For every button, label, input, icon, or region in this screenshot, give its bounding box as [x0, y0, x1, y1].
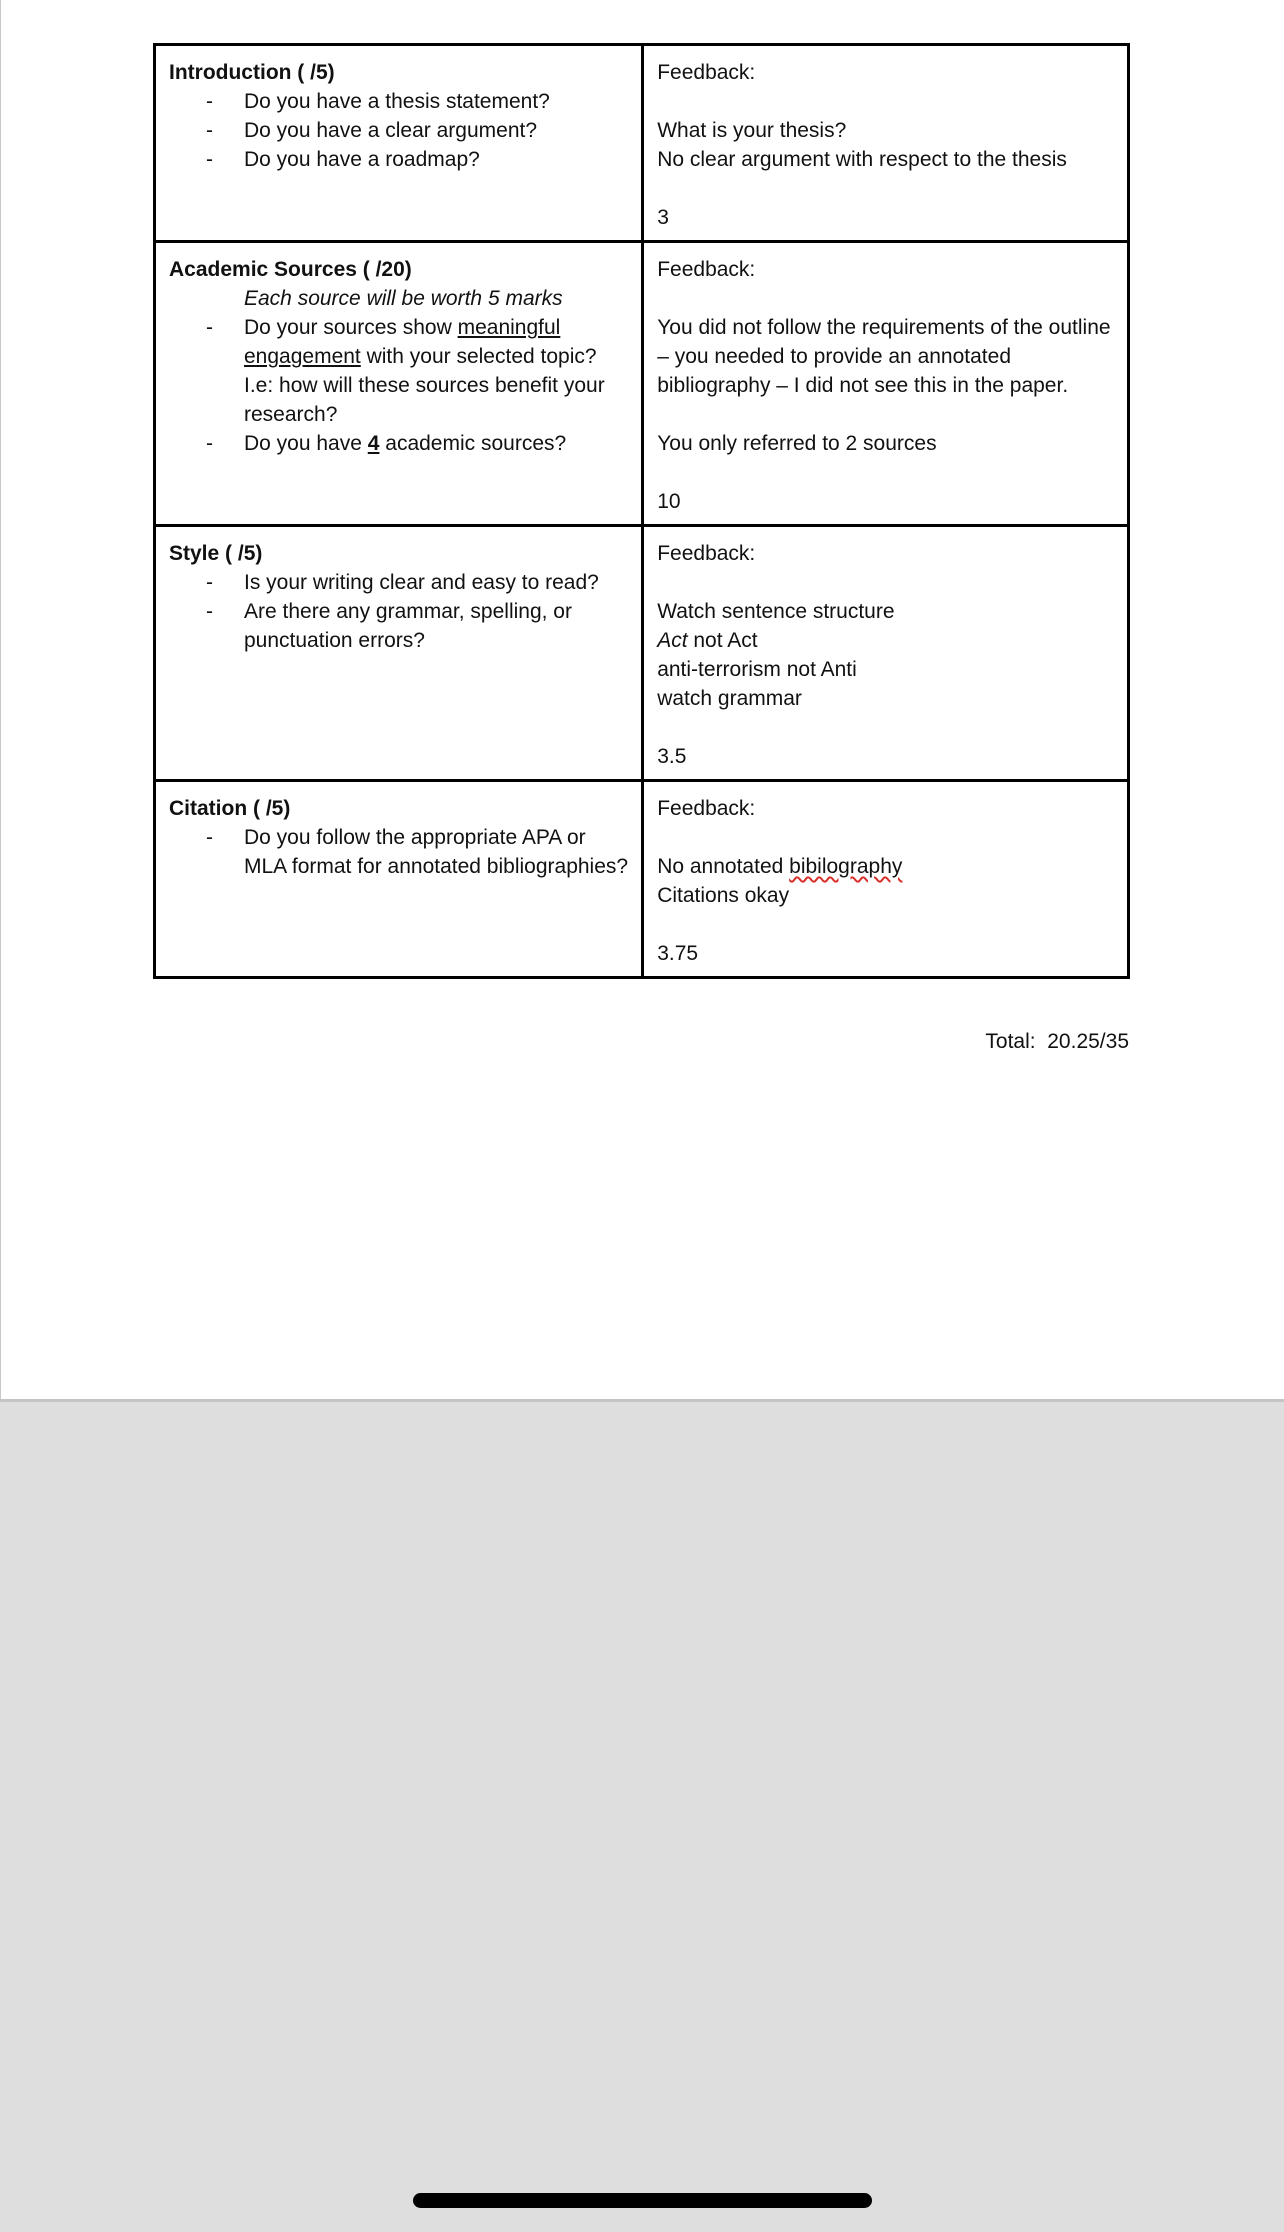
- blank-line: [657, 458, 1117, 487]
- feedback-cell: [643, 526, 1129, 781]
- score: 3: [657, 206, 669, 229]
- criteria-note: Each source will be worth 5 marks: [244, 287, 563, 310]
- rubric-row-academic-sources: [155, 242, 1129, 526]
- dash-bullet: -: [206, 571, 213, 594]
- feedback-label: Feedback:: [657, 258, 756, 281]
- feedback-text: Citations okay: [657, 884, 790, 907]
- feedback-text: You did not follow the requirements of the outline – you needed to provide an annotated bibliography – I did not see this in the paper.: [657, 316, 1111, 397]
- home-indicator[interactable]: [413, 2193, 872, 2208]
- question-item: [169, 597, 631, 655]
- feedback-text: watch grammar: [657, 687, 802, 710]
- rubric-row-introduction: [155, 45, 1129, 242]
- emphasized-number: 4: [367, 432, 380, 455]
- criteria-title: Citation ( /5): [169, 797, 291, 820]
- criteria-title: Academic Sources ( /20): [169, 258, 412, 281]
- blank-line: [657, 174, 1117, 203]
- blank-line: [657, 713, 1117, 742]
- rubric-row-citation: [155, 781, 1129, 978]
- feedback-text-start: No annotated: [657, 855, 790, 878]
- question-text: Do your sources show: [244, 316, 458, 339]
- question-text: academic sources?: [379, 432, 567, 455]
- question-item: [169, 568, 631, 597]
- question-item: [169, 116, 631, 145]
- feedback-text: anti-terrorism not Anti: [657, 658, 857, 681]
- question-text: Do you have a thesis statement?: [244, 90, 550, 113]
- underlined-text: meaningful engagement: [244, 316, 561, 368]
- score: 10: [657, 490, 681, 513]
- feedback-text: [657, 852, 1117, 881]
- misspelled-word[interactable]: bibilography: [789, 855, 903, 878]
- criteria-cell: [155, 242, 643, 526]
- question-list: [169, 823, 631, 881]
- feedback-cell: [643, 45, 1129, 242]
- criteria-title: Style ( /5): [169, 542, 263, 565]
- feedback-text: [657, 626, 1117, 655]
- question-text: Do you follow the appropriate APA or MLA format for annotated bibliographies?: [244, 826, 629, 878]
- dash-bullet: -: [206, 432, 213, 455]
- blank-line: [657, 87, 1117, 116]
- blank-line: [657, 400, 1117, 429]
- question-item: [169, 823, 631, 881]
- question-text: Do you have: [244, 432, 368, 455]
- dash-bullet: -: [206, 119, 213, 142]
- question-item: [169, 145, 631, 174]
- total-score: Total: 20.25/35: [985, 1030, 1129, 1053]
- question-list: [169, 87, 631, 174]
- question-list: [169, 568, 631, 655]
- question-text: with your selected topic? I.e: how will these sources benefit your research?: [244, 345, 605, 426]
- blank-line: [657, 284, 1117, 313]
- score: 3.75: [657, 942, 699, 965]
- dash-bullet: -: [206, 600, 213, 623]
- blank-line: [657, 910, 1117, 939]
- dash-bullet: -: [206, 148, 213, 171]
- feedback-text: Watch sentence structure: [657, 600, 895, 623]
- italic-text: Act: [657, 629, 688, 652]
- criteria-cell: [155, 45, 643, 242]
- question-text: Are there any grammar, spelling, or punctuation errors?: [244, 600, 572, 652]
- dash-bullet: -: [206, 826, 213, 849]
- criteria-cell: [155, 781, 643, 978]
- score: 3.5: [657, 745, 687, 768]
- criteria-cell: [155, 526, 643, 781]
- feedback-cell: [643, 242, 1129, 526]
- question-text: Do you have a clear argument?: [244, 119, 538, 142]
- page-edge-shadow: [0, 1399, 1284, 1402]
- dash-bullet: -: [206, 90, 213, 113]
- question-item: [169, 87, 631, 116]
- question-list: [169, 313, 631, 458]
- blank-line: [657, 568, 1117, 597]
- rubric-table: [153, 43, 1130, 979]
- feedback-cell: [643, 781, 1129, 978]
- criteria-title: Introduction ( /5): [169, 61, 335, 84]
- feedback-label: Feedback:: [657, 797, 756, 820]
- feedback-label: Feedback:: [657, 61, 756, 84]
- blank-line: [657, 823, 1117, 852]
- question-text: Do you have a roadmap?: [244, 148, 480, 171]
- feedback-text: What is your thesis?: [657, 119, 847, 142]
- question-item: [169, 313, 631, 429]
- rubric-row-style: [155, 526, 1129, 781]
- dash-bullet: -: [206, 316, 213, 339]
- feedback-text: No clear argument with respect to the thesis: [657, 148, 1067, 171]
- question-text: Is your writing clear and easy to read?: [244, 571, 599, 594]
- feedback-text: You only referred to 2 sources: [657, 432, 937, 455]
- feedback-text-rest: not Act: [687, 629, 758, 652]
- question-item: [169, 429, 631, 458]
- feedback-label: Feedback:: [657, 542, 756, 565]
